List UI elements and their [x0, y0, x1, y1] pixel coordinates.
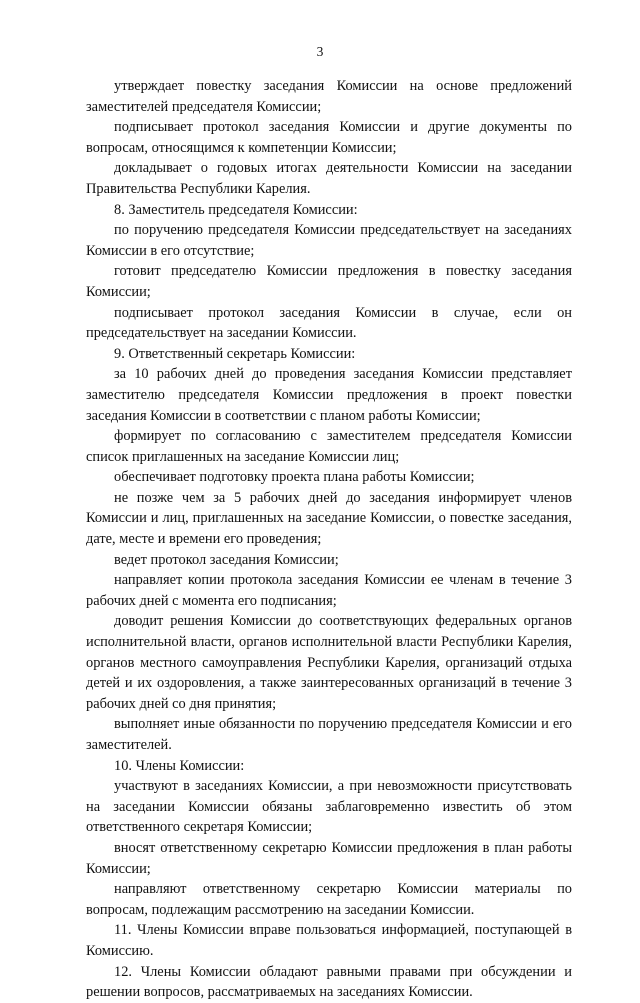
paragraph: направляют ответственному секретарю Комиссии материалы по вопросам, подлежащим рассмотрению на заседании Комиссии. [86, 881, 572, 918]
paragraph: выполняет иные обязанности по поручению председателя Комиссии и его заместителей. [86, 716, 572, 753]
paragraph: докладывает о годовых итогах деятельности Комиссии на заседании Правительства Республики Карелия. [86, 160, 572, 197]
paragraph: формирует по согласованию с заместителем председателя Комиссии список приглашенных на заседание Комиссии лиц; [86, 428, 572, 465]
section-heading: 8. Заместитель председателя Комиссии: [114, 201, 358, 218]
paragraph: подписывает протокол заседания Комиссии в случае, если он председательствует на заседании Комиссии. [86, 304, 572, 342]
paragraph: направляет копии протокола заседания Комиссии ее членам в течение 3 рабочих дней с момента его подписания; [86, 572, 572, 609]
paragraph: за 10 рабочих дней до проведения заседания Комиссии представляет заместителю председателя Комиссии предложения в проект повестки заседания Комиссии в соответствии с планом работы Комиссии; [86, 366, 572, 424]
paragraph: участвуют в заседаниях Комиссии, а при невозможности присутствовать на заседании Комиссии обязаны заблаговременно известить об этом ответственного секретаря Комиссии; [86, 778, 572, 836]
section-heading: 9. Ответственный секретарь Комиссии: [114, 345, 356, 362]
section-heading: 10. Члены Комиссии: [114, 757, 245, 774]
paragraph: утверждает повестку заседания Комиссии на основе предложений заместителей председателя Комиссии; [86, 78, 572, 115]
paragraph: обеспечивает подготовку проекта плана работы Комиссии; [114, 469, 475, 486]
paragraph: доводит решения Комиссии до соответствующих федеральных органов исполнительной власти, органов исполнительной власти Республики Карелия, органов местного самоуправления Республики Карелия, организаций отдыха детей и их оздоровления, а также заинтересованных организаций в течение 3 рабочих дней со дня принятия; [86, 613, 572, 712]
paragraph: подписывает протокол заседания Комиссии и другие документы по вопросам, относящимся к компетенции Комиссии; [86, 119, 572, 156]
page-number: 3 [316, 44, 324, 59]
paragraph: вносят ответственному секретарю Комиссии предложения в план работы Комиссии; [86, 839, 572, 877]
paragraph: 11. Члены Комиссии вправе пользоваться информацией, поступающей в Комиссию. [86, 922, 572, 959]
paragraph: 12. Члены Комиссии обладают равными правами при обсуждении и решении вопросов, рассматриваемых на заседаниях Комиссии. [86, 963, 572, 1001]
document-body [86, 76, 572, 1003]
paragraph: ведет протокол заседания Комиссии; [114, 551, 339, 568]
paragraph: не позже чем за 5 рабочих дней до заседания информирует членов Комиссии и лиц, приглашенных на заседание Комиссии, о повестке заседания, дате, месте и времени его проведения; [86, 489, 572, 548]
paragraph: по поручению председателя Комиссии председательствует на заседаниях Комиссии в его отсутствие; [86, 222, 572, 259]
paragraph: готовит председателю Комиссии предложения в повестку заседания Комиссии; [86, 263, 572, 300]
